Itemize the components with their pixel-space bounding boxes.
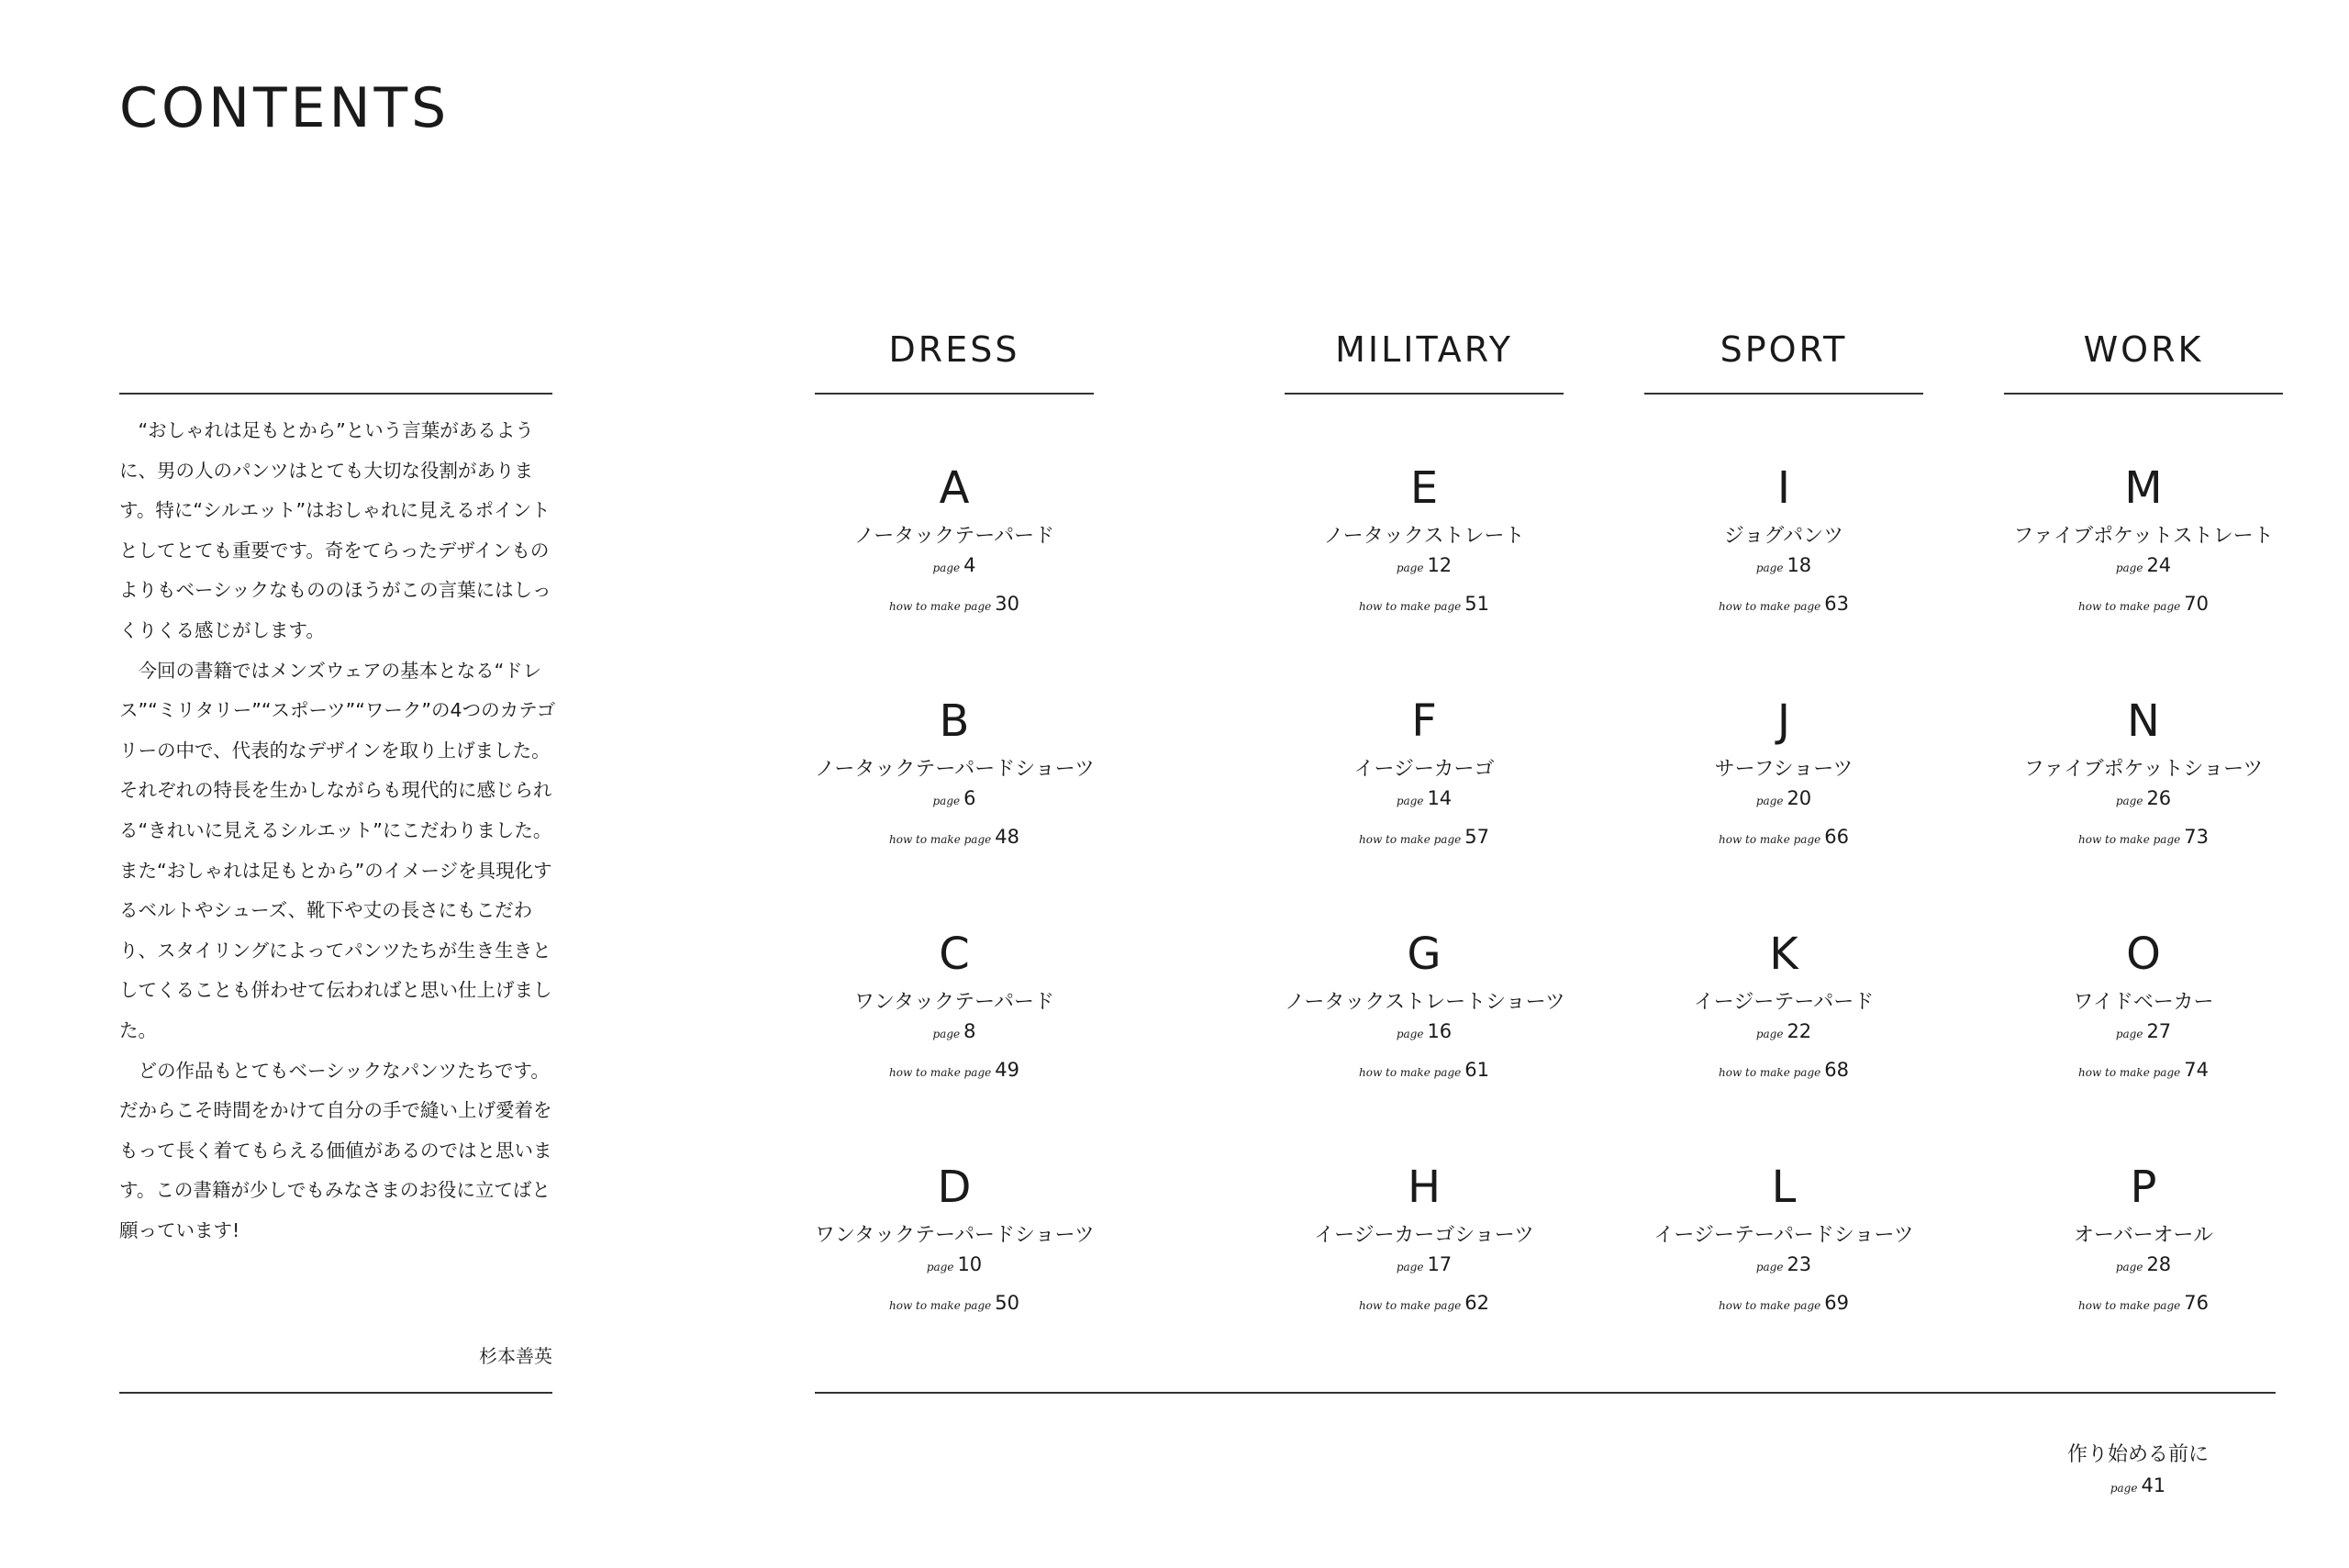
- item-howto: [1644, 826, 1923, 849]
- toc-item[interactable]: [2004, 929, 2283, 1082]
- item-page: [2004, 554, 2283, 577]
- item-name: イージーテーパード: [1693, 991, 1875, 1014]
- before-making-title: 作り始める前に: [2066, 1443, 2209, 1466]
- item-name: オーバーオール: [2073, 1224, 2214, 1247]
- toc-item[interactable]: [1644, 929, 1923, 1082]
- toc-item[interactable]: [1644, 1162, 1923, 1315]
- item-name: ファイブポケットショーツ: [2023, 758, 2264, 781]
- toc-item[interactable]: [815, 462, 1094, 616]
- page-number: 10: [957, 1253, 983, 1276]
- item-howto: [815, 593, 1094, 616]
- toc-item[interactable]: [1285, 462, 1564, 616]
- item-page: [1644, 787, 1923, 810]
- howto-label: how to make page: [889, 1065, 992, 1079]
- howto-label: how to make page: [889, 832, 992, 846]
- howto-number: 69: [1824, 1291, 1849, 1314]
- page-label: page: [2115, 795, 2143, 808]
- category-rule: [815, 393, 1094, 395]
- page-number: 22: [1787, 1020, 1812, 1043]
- howto-label: how to make page: [2078, 599, 2181, 613]
- toc-item[interactable]: [815, 929, 1094, 1082]
- page-number: 14: [1427, 787, 1453, 810]
- item-name: サーフショーツ: [1714, 758, 1854, 781]
- intro-bottom-rule: [119, 1392, 552, 1394]
- category-heading: DRESS: [888, 329, 1020, 370]
- category-heading: MILITARY: [1335, 329, 1513, 370]
- howto-number: 62: [1464, 1291, 1489, 1314]
- item-name: ワンタックテーパードショーツ: [815, 1224, 1095, 1247]
- item-name: イージーカーゴショーツ: [1314, 1224, 1534, 1247]
- toc-item[interactable]: [1285, 929, 1565, 1082]
- item-letter: K: [1769, 929, 1798, 980]
- category-rule: [2004, 393, 2283, 395]
- intro-paragraph-4: どの作品もとてもベーシックなパンツたちです。だからこそ時間をかけて自分の手で縫い上げ愛着をもって長く着てもらえる価値があるのではと思います。この書籍が少しでもみなさまのお役に立てばと願っています!: [119, 1059, 552, 1241]
- howto-number: 49: [995, 1058, 1019, 1081]
- howto-number: 73: [2184, 825, 2209, 848]
- item-name: ワンタックテーパード: [853, 991, 1055, 1014]
- item-howto: [1285, 826, 1564, 849]
- item-page: [1285, 787, 1564, 810]
- howto-label: how to make page: [1359, 1065, 1462, 1079]
- category-rule: [1644, 393, 1923, 395]
- item-name: ノータックテーパード: [853, 525, 1055, 548]
- item-letter: P: [2130, 1162, 2157, 1213]
- toc-item[interactable]: [815, 695, 1095, 849]
- item-name: ノータックストレート: [1323, 525, 1525, 548]
- author-name: 杉本善英: [479, 1345, 552, 1367]
- page-number: 12: [1427, 554, 1453, 577]
- page-number: 16: [1427, 1020, 1453, 1043]
- item-page: [1644, 1020, 1923, 1043]
- page-number: 41: [2141, 1474, 2166, 1496]
- page-label: page: [1755, 795, 1784, 808]
- howto-number: 48: [995, 825, 1019, 848]
- item-page: [1644, 1253, 1923, 1276]
- page-label: page: [1396, 795, 1424, 808]
- page-label: page: [1396, 1028, 1424, 1041]
- item-letter: N: [2127, 695, 2160, 747]
- page-label: page: [2115, 1261, 2143, 1274]
- intro-paragraph-2: 今回の書籍ではメンズウェアの基本となる“ドレス”“ミリタリー”“スポーツ”“ワーク”の4つのカテゴリーの中で、代表的なデザインを取り上げました。それぞれの特長を生かしながらも現代的に感じられる“きれいに見えるシルエット”にこだわりました。: [119, 659, 556, 841]
- howto-label: how to make page: [2078, 1065, 2181, 1079]
- item-page: [1644, 554, 1923, 577]
- page-title: CONTENTS: [119, 76, 451, 140]
- howto-number: 57: [1464, 825, 1489, 848]
- howto-number: 50: [995, 1291, 1019, 1314]
- page-label: page: [1755, 1261, 1784, 1274]
- page-number: 26: [2146, 787, 2172, 810]
- howto-number: 76: [2184, 1291, 2209, 1314]
- page-number: 28: [2146, 1253, 2172, 1276]
- item-letter: D: [937, 1162, 972, 1213]
- item-page: [815, 1253, 1094, 1276]
- intro-top-rule: [119, 393, 552, 395]
- howto-number: 63: [1824, 592, 1849, 615]
- item-letter: O: [2126, 929, 2161, 980]
- howto-label: how to make page: [889, 599, 992, 613]
- item-name: ファイブポケットストレート: [2013, 525, 2274, 548]
- page-label: page: [932, 1028, 961, 1041]
- item-name: ノータックストレートショーツ: [1285, 991, 1565, 1014]
- intro-text: [119, 411, 558, 1251]
- toc-item[interactable]: [2004, 462, 2283, 616]
- item-howto: [1285, 1292, 1564, 1315]
- howto-label: how to make page: [1719, 1298, 1821, 1312]
- item-letter: H: [1407, 1162, 1442, 1213]
- howto-label: how to make page: [1359, 1298, 1462, 1312]
- page-label: page: [932, 562, 961, 575]
- item-letter: L: [1771, 1162, 1797, 1213]
- intro-paragraph-3: また“おしゃれは足もとから”のイメージを具現化するベルトやシューズ、靴下や丈の長さにもこだわり、スタイリングによってパンツたちが生き生きとしてくることも併わせて伝わればと思い仕上げました。: [119, 859, 552, 1041]
- item-page: [2004, 1253, 2283, 1276]
- item-letter: I: [1776, 462, 1791, 514]
- item-howto: [1285, 593, 1564, 616]
- toc-item[interactable]: [815, 1162, 1095, 1315]
- page-number: 6: [963, 787, 976, 810]
- toc-item[interactable]: [1285, 1162, 1564, 1315]
- howto-number: 66: [1824, 825, 1849, 848]
- item-howto: [815, 826, 1094, 849]
- contents-bottom-rule: [815, 1392, 2276, 1394]
- item-page: [2004, 1020, 2283, 1043]
- item-howto: [2004, 593, 2283, 616]
- item-page: [1285, 554, 1564, 577]
- page-number: 23: [1787, 1253, 1812, 1276]
- category-rule: [1285, 393, 1564, 395]
- howto-number: 70: [2184, 592, 2209, 615]
- item-name: ワイドベーカー: [2073, 991, 2214, 1014]
- howto-number: 74: [2184, 1058, 2209, 1081]
- howto-label: how to make page: [2078, 1298, 2181, 1312]
- before-making-entry[interactable]: [2019, 1439, 2257, 1496]
- item-page: [1285, 1253, 1564, 1276]
- toc-item[interactable]: [1644, 462, 1923, 616]
- page-label: page: [1396, 562, 1424, 575]
- toc-item[interactable]: [1644, 695, 1923, 849]
- item-letter: M: [2124, 462, 2163, 514]
- howto-label: how to make page: [1719, 1065, 1821, 1079]
- item-letter: G: [1407, 929, 1442, 980]
- page-number: 8: [963, 1020, 976, 1043]
- item-howto: [815, 1292, 1094, 1315]
- item-howto: [2004, 826, 2283, 849]
- item-howto: [1644, 1059, 1923, 1082]
- page-number: 27: [2146, 1020, 2172, 1043]
- item-letter: E: [1409, 462, 1439, 514]
- howto-label: how to make page: [2078, 832, 2181, 846]
- howto-label: how to make page: [889, 1298, 992, 1312]
- item-howto: [1285, 1059, 1564, 1082]
- before-making-page: [2019, 1474, 2257, 1496]
- page-number: 4: [963, 554, 976, 577]
- item-name: イージーテーパードショーツ: [1653, 1224, 1914, 1247]
- howto-number: 30: [995, 592, 1019, 615]
- item-letter: F: [1411, 695, 1437, 747]
- intro-paragraph-1: “おしゃれは足もとから”という言葉があるように、男の人のパンツはとても大切な役割があります。特に“シルエット”はおしゃれに見えるポイントとしてとても重要です。奇をてらったデザインものよりもベーシックなもののほうがこの言葉にはしっくりくる感じがします。: [119, 419, 551, 641]
- page-label: page: [926, 1261, 954, 1274]
- howto-label: how to make page: [1719, 832, 1821, 846]
- item-letter: J: [1776, 695, 1791, 747]
- item-howto: [1644, 1292, 1923, 1315]
- item-name: ノータックテーパードショーツ: [815, 758, 1095, 781]
- page-number: 17: [1427, 1253, 1453, 1276]
- item-page: [815, 554, 1094, 577]
- item-letter: B: [939, 695, 970, 747]
- page-label: page: [932, 795, 961, 808]
- page-label: page: [1396, 1261, 1424, 1274]
- item-page: [815, 787, 1094, 810]
- howto-number: 68: [1824, 1058, 1849, 1081]
- item-page: [1285, 1020, 1564, 1043]
- item-page: [2004, 787, 2283, 810]
- page-label: page: [2115, 1028, 2143, 1041]
- item-howto: [2004, 1292, 2283, 1315]
- page-number: 18: [1787, 554, 1812, 577]
- page-number: 24: [2146, 554, 2172, 577]
- item-howto: [2004, 1059, 2283, 1082]
- page-label: page: [2110, 1482, 2138, 1495]
- howto-number: 51: [1464, 592, 1489, 615]
- category-heading: WORK: [2083, 329, 2204, 370]
- toc-item[interactable]: [1285, 695, 1564, 849]
- item-howto: [1644, 593, 1923, 616]
- page-label: page: [2115, 562, 2143, 575]
- item-howto: [815, 1059, 1094, 1082]
- item-name: イージーカーゴ: [1353, 758, 1495, 781]
- item-name: ジョグパンツ: [1723, 525, 1844, 548]
- howto-label: how to make page: [1719, 599, 1821, 613]
- item-page: [815, 1020, 1094, 1043]
- category-heading: SPORT: [1720, 329, 1848, 370]
- toc-item[interactable]: [2004, 1162, 2283, 1315]
- item-letter: A: [939, 462, 970, 514]
- howto-number: 61: [1464, 1058, 1489, 1081]
- toc-item[interactable]: [2004, 695, 2283, 849]
- howto-label: how to make page: [1359, 599, 1462, 613]
- page-label: page: [1755, 1028, 1784, 1041]
- item-letter: C: [939, 929, 970, 980]
- page-label: page: [1755, 562, 1784, 575]
- howto-label: how to make page: [1359, 832, 1462, 846]
- page-number: 20: [1787, 787, 1812, 810]
